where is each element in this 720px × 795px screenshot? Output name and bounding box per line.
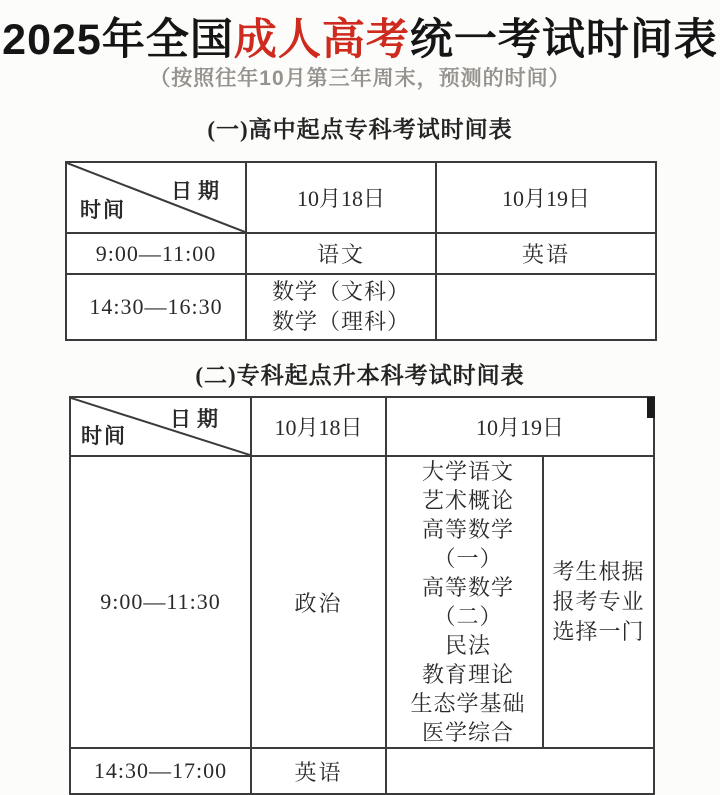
table1-time-label: 时间 (80, 198, 126, 222)
note-line: 选择一门 (552, 619, 645, 644)
table2-header-oct19: 10月19日 (386, 397, 654, 456)
table2-electives-list (386, 456, 543, 748)
table1-header-oct18: 10月18日 (246, 162, 436, 233)
table1-morning-time: 9:00—11:00 (66, 233, 246, 274)
table1-header-row (66, 162, 656, 233)
elective-item: 生态学基础 (410, 691, 526, 716)
table1-header-oct19: 10月19日 (436, 162, 656, 233)
elective-item: 高等数学（一） (421, 517, 514, 571)
elective-item: 教育理论 (421, 662, 514, 687)
note-line: 报考专业 (552, 589, 645, 614)
table2-afternoon-day2-empty-cell (386, 748, 654, 794)
table2-morning-time: 9:00—11:30 (70, 456, 251, 748)
table1-date-label: 日期 (171, 179, 225, 203)
table2-corner-cell (70, 397, 251, 456)
table1-morning-day2-subject: 英语 (436, 233, 656, 274)
table2-row-morning (70, 456, 654, 748)
elective-item: 大学语文 (421, 459, 514, 484)
table2-afternoon-time: 14:30—17:00 (70, 748, 251, 794)
title-highlight: 成人高考 (233, 16, 410, 64)
table2-elective-note (543, 456, 654, 748)
table2-caption: (二)专科起点升本科考试时间表 (195, 363, 525, 388)
table1 (65, 161, 657, 341)
table2-afternoon-day1-subject: 英语 (251, 748, 386, 794)
table1-corner-cell (66, 162, 246, 233)
page-title (0, 6, 720, 67)
subtitle: （按照往年10月第三年周末，预测的时间） (149, 67, 571, 90)
table2 (69, 396, 655, 795)
table1-caption: (一)高中起点专科考试时间表 (207, 117, 513, 142)
math-science-line: 数学（理科） (271, 309, 410, 334)
note-line: 考生根据 (552, 559, 645, 584)
table1-afternoon-time: 14:30—16:30 (66, 274, 246, 340)
table1-row-morning (66, 233, 656, 274)
table1-morning-day1-subject: 语文 (246, 233, 436, 274)
elective-item: 高等数学（二） (421, 575, 514, 629)
table2-date-label: 日期 (170, 407, 224, 431)
table2-header-oct18: 10月18日 (251, 397, 386, 456)
table1-afternoon-day1-subject (246, 274, 436, 340)
table2-morning-day1-subject: 政治 (251, 456, 386, 748)
elective-item: 民法 (444, 633, 491, 658)
title-suffix: 统一考试时间表 (409, 16, 718, 64)
table1-afternoon-day2-empty-cell (436, 274, 656, 340)
elective-item: 艺术概论 (421, 488, 514, 513)
scan-artifact-corner-mark (647, 397, 655, 418)
math-liberal-arts-line: 数学（文科） (271, 279, 410, 304)
elective-item: 医学综合 (421, 720, 514, 745)
table2-header-row (70, 397, 654, 456)
table2-row-afternoon (70, 748, 654, 794)
table2-time-label: 时间 (81, 424, 127, 448)
table1-row-afternoon (66, 274, 656, 340)
title-prefix: 2025年全国 (2, 16, 234, 64)
